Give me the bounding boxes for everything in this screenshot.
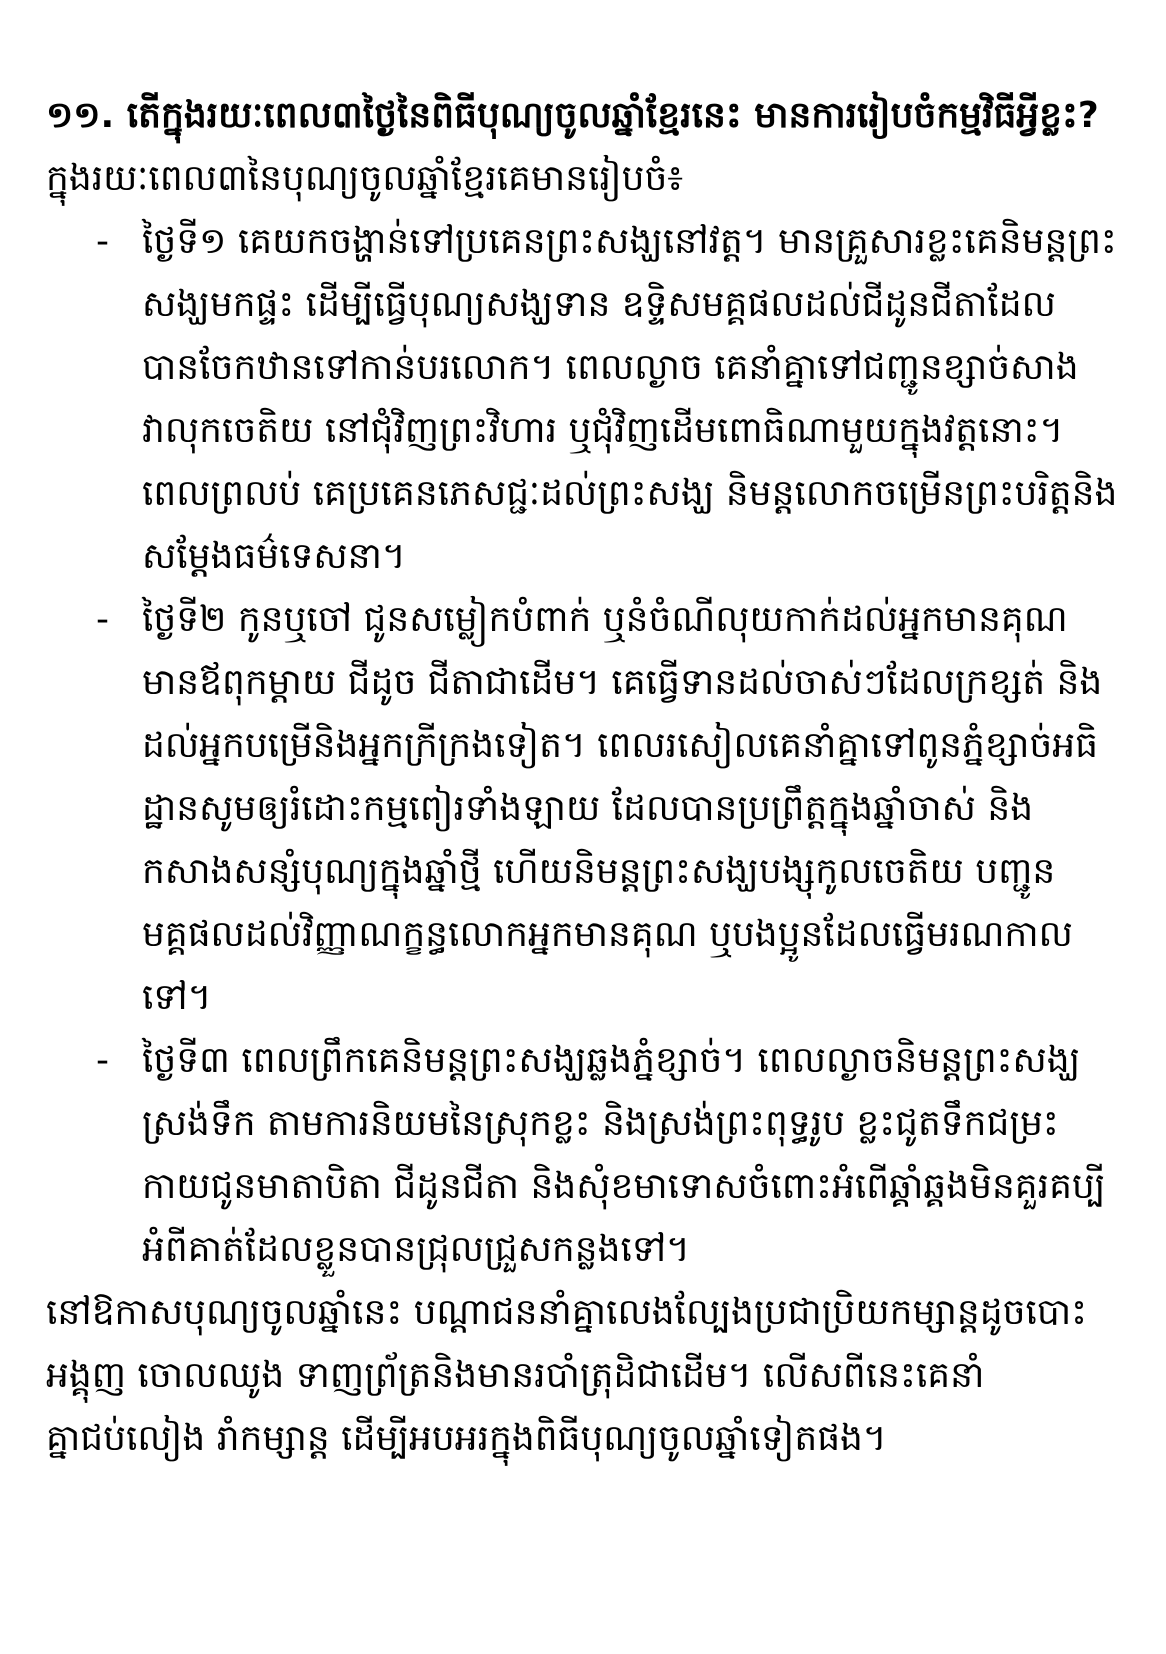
day-3-text: ថ្ងៃទី៣ ពេលព្រឹកគេនិមន្តព្រះសង្ឃឆ្លងភ្នំខ្សាច់។ ពេលល្ងាចនិមន្តព្រះសង្ឃស្រង់ទឹក តាមការនិយមនៃស្រុកខ្លះ និងស្រង់ព្រះពុទ្ធរូប ខ្លះជូតទឹកជម្រះកាយជូនមាតាបិតា ជីដូនជីតា និងសុំខមាទោសចំពោះអំពើឆ្គាំឆ្គងមិនគួរគប្បីអំពីគាត់ដែលខ្លួនបានជ្រុលជ្រួសកន្លងទៅ។: [142, 1040, 1106, 1270]
bullet-dash: -: [96, 221, 109, 262]
closing-paragraph: នៅឱកាសបុណ្យចូលឆ្នាំនេះ បណ្តាជននាំគ្នាលេងល្បែងប្រជាប្រិយកម្សាន្តដូចបោះអង្គុញ ចោលឈូង ទាញព្រ័ត្រនិងមានរបាំត្រុដិជាដើម។ លើសពីនេះគេនាំគ្នាជប់លៀង រាំកម្សាន្ត ដើម្បីអបអរក្នុងពិធីបុណ្យចូលឆ្នាំទៀតផង។: [46, 1292, 1087, 1459]
bullet-dash: -: [96, 1040, 109, 1081]
list-item-day-1: [46, 210, 1118, 588]
list-item-day-3: [46, 1029, 1118, 1281]
list-item-day-2: [46, 588, 1118, 1029]
question-heading: ១១. តើក្នុងរយៈពេល៣ថ្ងៃនៃពិធីបុណ្យចូលឆ្នាំខ្មែរនេះ មានការរៀបចំកម្មវិធីអ្វីខ្លះ?: [46, 95, 1099, 136]
document-page: [46, 84, 1118, 1470]
day-1-text: ថ្ងៃទី១ គេយកចង្ហាន់ទៅប្រគេនព្រះសង្ឃនៅវត្ត។ មានគ្រួសារខ្លះគេនិមន្តព្រះសង្ឃមកផ្ទះ ដើម្បីធ្វើបុណ្យសង្ឃទាន ឧទ្ទិសមគ្គផលដល់ជីដូនជីតាដែលបានចែកឋានទៅកាន់បរលោក។ ពេលល្ងាច គេនាំគ្នាទៅជញ្ជូនខ្សាច់សាង វាលុកចេតិយ នៅជុំវិញព្រះវិហារ ឬជុំវិញដើមពោធិណាមួយក្នុងវត្តនោះ។ ពេលព្រលប់ គេប្រគេនភេសជ្ជៈដល់ព្រះសង្ឃ និមន្តលោកចម្រើនព្រះបរិត្តនិងសម្តែងធម៌ទេសនា។: [142, 221, 1118, 577]
intro-paragraph: ក្នុងរយៈពេល៣នៃបុណ្យចូលឆ្នាំខ្មែរគេមានរៀបចំ៖: [46, 158, 684, 199]
bullet-dash: -: [96, 599, 109, 640]
day-2-text: ថ្ងៃទី២ កូនឬចៅ ជូនសម្លៀកបំពាក់ ឬនំចំណីលុយកាក់ដល់អ្នកមានគុណ មានឪពុកម្តាយ ជីដូច ជីតាជាដើម។ គេធ្វើទានដល់ចាស់ៗដែលក្រខ្សត់ និងដល់អ្នកបម្រើនិងអ្នកក្រីក្រងទៀត។ ពេលរសៀលគេនាំគ្នាទៅពូនភ្នំខ្សាច់អធិដ្ឋានសូមឲ្យរំដោះកម្មពៀរទាំងឡាយ ដែលបានប្រព្រឹត្តក្នុងឆ្នាំចាស់ និងកសាងសន្សំបុណ្យក្នុងឆ្នាំថ្មី ហើយនិមន្តព្រះសង្ឃបង្សុកូលចេតិយ បញ្ជូនមគ្គផលដល់វិញ្ញាណក្ខន្ធលោកអ្នកមានគុណ ឬបងប្អូនដែលធ្វើមរណកាលទៅ។: [142, 599, 1103, 1018]
days-list: [46, 210, 1118, 1281]
